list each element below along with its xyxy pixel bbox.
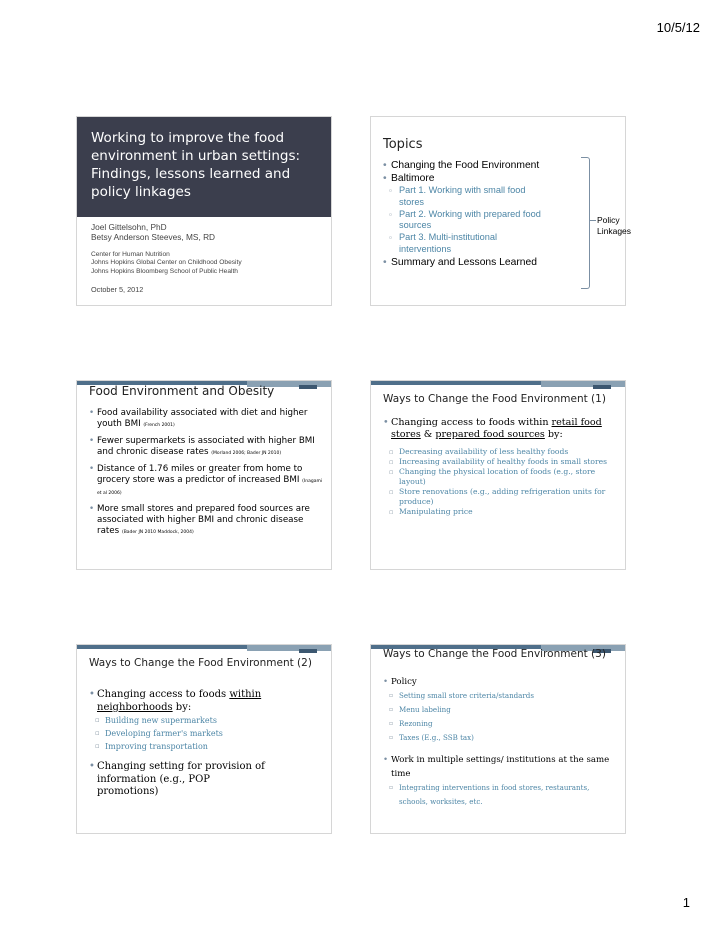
list-item: • Policy [383,675,617,689]
author-1: Joel Gittelsohn, PhD [91,222,167,232]
slide-ways-change-3 [370,644,626,834]
label-line: Policy [597,215,620,225]
affiliation-1: Center for Human Nutrition [91,251,170,258]
sub-item: ▫ Building new supermarkets [89,714,271,727]
affiliation-2: Johns Hopkins Global Center on Childhood Obesity [91,259,242,267]
sub-item: ▫ Setting small store criteria/standards [383,689,617,703]
slide-heading: Ways to Change the Food Environment (3) [383,648,606,660]
sub-item: ▫ Part 3. Multi-institutional interventions [383,232,549,256]
sub-item: ▫ Increasing availability of healthy foods in small stores [383,457,617,467]
list-item: • Changing access to foods within retail food stores & prepared food sources by: [383,417,617,441]
page-number: 1 [682,895,690,910]
list-item: • More small stores and prepared food sources are associated with higher BMI and chronic disease rates (Bader JN 2010 Maddock, 2004) [89,504,325,538]
bullet-list [89,689,271,799]
label-line: Linkages [597,226,632,236]
decorative-bars [371,381,625,389]
bullet-list [89,408,325,543]
sub-item: ▫ Part 2. Working with prepared food sources [383,209,549,233]
list-item: • Summary and Lessons Learned [383,256,549,269]
sub-item: ▫ Improving transportation [89,740,271,753]
bullet-list [383,417,617,517]
slide-ways-change-1 [370,380,626,570]
slide-heading: Topics [383,137,423,152]
policy-linkages-label [597,215,631,237]
list-item: • Baltimore [383,172,549,185]
sub-item: ▫ Part 1. Working with small food stores [383,185,549,209]
authors [91,222,215,242]
sub-item: ▫ Rezoning [383,717,617,731]
sub-item: ▫ Integrating interventions in food stores, restaurants, schools, worksites, etc. [383,781,617,809]
topics-list [383,159,549,269]
citation: (French 2001) [143,423,175,428]
sub-item: ▫ Decreasing availability of less healthy foods [383,447,617,457]
slide-food-environment-obesity [76,380,332,570]
list-item: • Changing access to foods within neighborhoods by: [89,689,271,714]
list-item: • Fewer supermarkets is associated with higher BMI and chronic disease rates (Morland 2006; Bader JN 2010) [89,436,325,459]
citation: (Morland 2006; Bader JN 2010) [211,451,282,456]
slide-topics [370,116,632,306]
list-item: • Changing setting for provision of information (e.g., POP promotions) [89,761,271,799]
presentation-title: Working to improve the food environment in urban settings: Findings, lessons learned and policy linkages [91,130,301,200]
author-2: Betsy Anderson Steeves, MS, RD [91,232,216,242]
list-item: • Food availability associated with diet and higher youth BMI (French 2001) [89,408,325,431]
slide-heading: Ways to Change the Food Environment (1) [383,393,606,405]
list-item: • Changing the Food Environment [383,159,549,172]
decorative-bars [77,645,331,653]
affiliation-3: Johns Hopkins Bloomberg School of Public Health [91,267,238,275]
sub-item: ▫ Taxes (E.g., SSB tax) [383,731,617,745]
slide-title [76,116,332,306]
slide-heading: Ways to Change the Food Environment (2) [89,657,312,669]
bullet-list [383,675,617,809]
sub-item: ▫ Developing farmer's markets [89,727,271,740]
slide-ways-change-2 [76,644,332,834]
list-item: • Work in multiple settings/ institutions at the same time [383,753,617,781]
list-item: • Distance of 1.76 miles or greater from home to grocery store was a predictor of increased BMI (Inagami et al 2006) [89,464,325,499]
sub-item: ▫ Store renovations (e.g., adding refrigeration units for produce) [383,487,617,507]
sub-item: ▫ Menu labeling [383,703,617,717]
citation: (Inagami et al 2006) [97,479,323,496]
sub-item: ▫ Manipulating price [383,507,617,517]
affiliations [91,251,242,276]
bracket-tick [590,220,596,221]
citation: (Bader JN 2010 Maddock, 2004) [121,530,194,535]
slide-heading: Food Environment and Obesity [89,384,275,398]
presentation-date: October 5, 2012 [91,285,144,294]
title-panel [77,117,331,217]
page-date: 10/5/12 [656,20,700,35]
bracket-shape [581,157,590,289]
sub-item: ▫ Changing the physical location of foods (e.g., store layout) [383,467,617,487]
